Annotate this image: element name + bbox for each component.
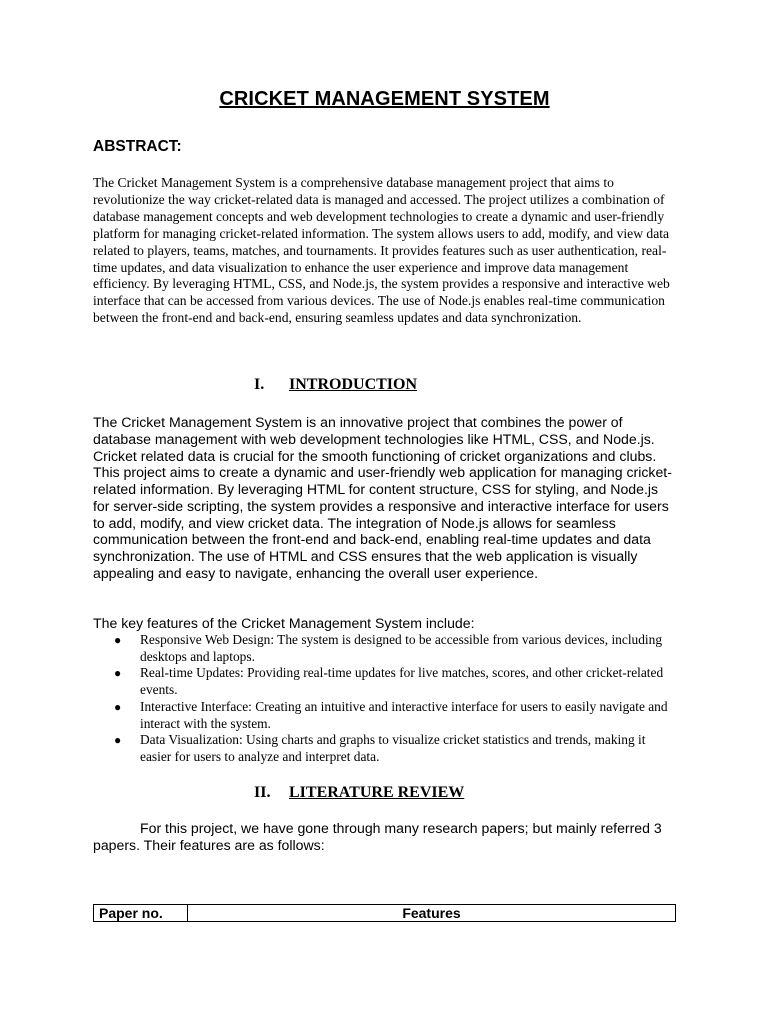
column-header-paper-no: Paper no. [94,905,188,922]
abstract-heading: ABSTRACT: [93,138,182,155]
introduction-paragraph: The Cricket Management System is an innovative project that combines the power of database management with web development technologies like HTML, CSS, and Node.js. Cricket related data is crucial for the smooth functioning of cricket organizations and clubs. This project aims to create a dynamic and user-friendly web application for managing cricket-related information. By leveraging HTML for content structure, CSS for styling, and Node.js for server-side scripting, the system provides a responsive and interactive interface for users to add, modify, and view cricket data. The integration of Node.js allows for seamless communication between the front-end and back-end, enabling real-time updates and data synchronization. The use of HTML and CSS ensures that the web application is visually appealing and easy to navigate, enhancing the overall user experience. [93,414,672,581]
list-item: ● Responsive Web Design: The system is designed to be accessible from various devices, including desktops and laptops. [114,632,663,664]
literature-review-paragraph: For this project, we have gone through many research papers; but mainly referred 3 papers. Their features are as follows: [93,820,662,853]
section-title: LITERATURE REVIEW [289,784,465,801]
section-number: II. [254,784,271,801]
document-title: CRICKET MANAGEMENT SYSTEM [219,88,550,110]
bullet-icon: ● [114,733,122,748]
features-intro: The key features of the Cricket Management System include: [93,615,475,631]
papers-table [93,904,676,922]
bullet-icon: ● [114,666,122,681]
list-item: ● Interactive Interface: Creating an intuitive and interactive interface for users to easily navigate and interact with the system. [114,698,668,731]
list-item: ● Real-time Updates: Providing real-time updates for live matches, scores, and other cricket-related events. [114,665,664,698]
column-header-features: Features [188,905,676,922]
table-header-row [94,905,676,922]
section-number: I. [254,376,265,393]
bullet-icon: ● [114,699,122,714]
list-item: ● Data Visualization: Using charts and graphs to visualize cricket statistics and trends, making it easier for users to analyze and interpret data. [114,732,646,764]
section-title: INTRODUCTION [289,376,418,393]
features-list [93,632,676,766]
bullet-icon: ● [114,633,122,647]
abstract-paragraph: The Cricket Management System is a comprehensive database management project that aims to revolutionize the way cricket-related data is managed and accessed. The project utilizes a combination of database management concepts and web development technologies to create a dynamic and user-friendly platform for managing cricket-related information. The system allows users to add, modify, and view data related to players, teams, matches, and tournaments. It provides features such as user authentication, real-time updates, and data visualization to enhance the user experience and improve data management efficiency. By leveraging HTML, CSS, and Node.js, the system provides a responsive and interactive web interface that can be accessed from various devices. The use of Node.js enables real-time communication between the front-end and back-end, ensuring seamless updates and data synchronization. [93,175,670,326]
